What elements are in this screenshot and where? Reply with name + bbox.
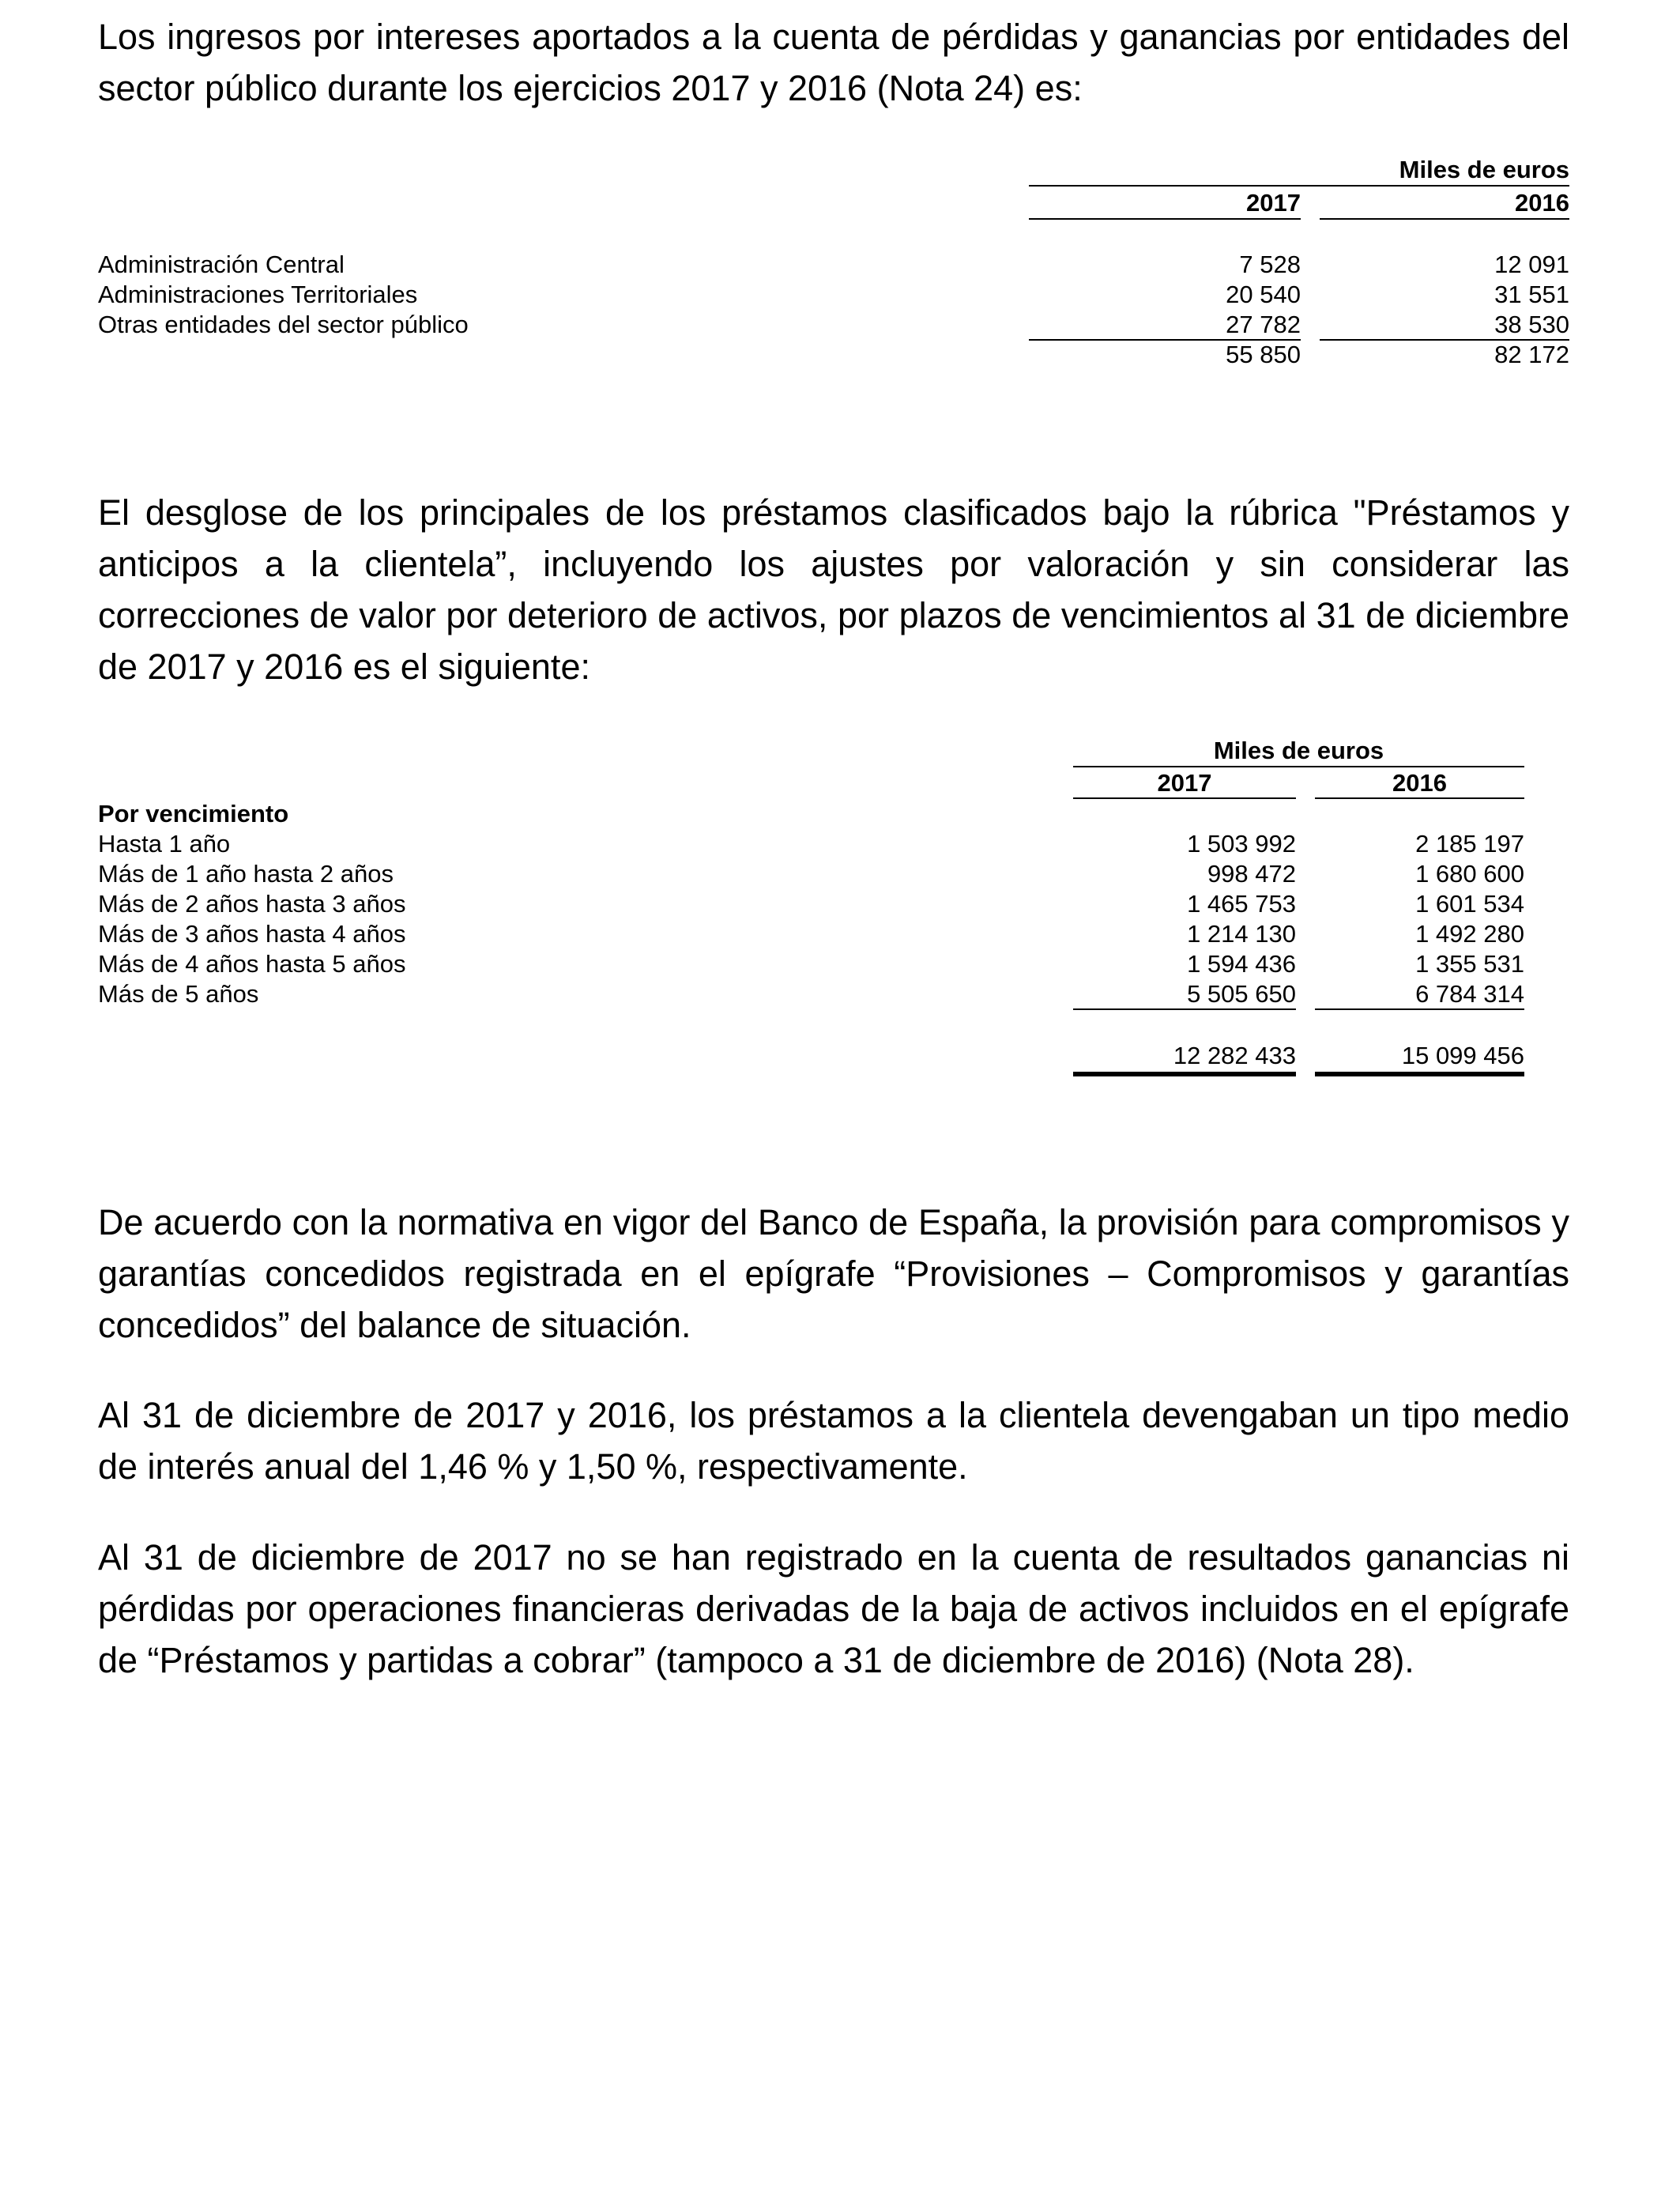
provisions-paragraph: De acuerdo con la normativa en vigor del Banco de España, la provisión para compromisos y garantías concedidos registrada en el epígrafe “Provisiones – Compromisos y garantías concedidos” del balance de situación. [98,1202,1569,1345]
row-value-2017: 27 782 [1226,311,1301,338]
row-value-2017: 5 505 650 [1187,980,1296,1008]
row-label: Más de 1 año hasta 2 años [98,860,394,888]
row-value-2017: 998 472 [1207,860,1296,888]
row-value-2017: 7 528 [1239,251,1301,278]
row-value-2016: 6 784 314 [1415,980,1524,1008]
row-label: Administraciones Territoriales [98,281,418,308]
table2-year-rule-2016 [1315,797,1524,799]
loans-breakdown-paragraph: El desglose de los principales de los préstamos clasificados bajo la rúbrica "Préstamos y anticipos a la clientela”, incluyendo los ajustes por valoración y sin considerar las correcciones de valor por deterioro de activos, por plazos de vencimientos al 31 de diciembre de 2017 y 2016 es el siguiente: [98,492,1569,687]
table2-total-double-rule-2017 [1073,1072,1296,1076]
total-value-2017: 55 850 [1226,341,1301,368]
row-value-2016: 1 601 534 [1415,890,1524,918]
row-label: Otras entidades del sector público [98,311,469,338]
row-label: Administración Central [98,251,345,278]
table2-year-rule-2017 [1073,797,1296,799]
table1-unit-header: Miles de euros [1399,156,1569,183]
table1-header-rule [1029,185,1569,187]
row-value-2016: 1 680 600 [1415,860,1524,888]
row-value-2016: 12 091 [1494,251,1569,278]
table2-header-rule [1073,766,1524,767]
row-label: Más de 3 años hasta 4 años [98,920,406,948]
row-value-2016: 1 492 280 [1415,920,1524,948]
row-label: Más de 5 años [98,980,259,1008]
total-value-2016: 82 172 [1494,341,1569,368]
row-value-2016: 31 551 [1494,281,1569,308]
table1-year-rule-2016 [1320,218,1569,220]
total-value-2016: 15 099 456 [1401,1042,1524,1069]
table2-unit-header: Miles de euros [1213,737,1384,764]
derecognition-paragraph: Al 31 de diciembre de 2017 no se han registrado en la cuenta de resultados ganancias ni pérdidas por operaciones financieras derivadas de la baja de activos incluidos en el epígrafe de “Préstamos y partidas a cobrar” (tampoco a 31 de diciembre de 2016) (Nota 28). [98,1537,1569,1680]
table2-subtotal-rule-2017 [1073,1008,1296,1010]
row-value-2016: 1 355 531 [1415,950,1524,978]
table1-year-rule-2017 [1029,218,1301,220]
table1-year-2016: 2016 [1515,189,1569,217]
row-value-2017: 1 503 992 [1187,830,1296,858]
table2-year-2017: 2017 [1157,769,1212,797]
row-value-2017: 1 594 436 [1187,950,1296,978]
row-value-2017: 1 214 130 [1187,920,1296,948]
row-value-2016: 2 185 197 [1415,830,1524,858]
table2-total-double-rule-2016 [1315,1072,1524,1076]
table2-section-heading: Por vencimiento [98,800,289,827]
intro-paragraph: Los ingresos por intereses aportados a la cuenta de pérdidas y ganancias por entidades del sector público durante los ejercicios 2017 y 2016 (Nota 24) es: [98,17,1569,108]
row-value-2016: 38 530 [1494,311,1569,338]
table2-year-2016: 2016 [1392,769,1447,797]
row-value-2017: 1 465 753 [1187,890,1296,918]
table2-subtotal-rule-2016 [1315,1008,1524,1010]
row-label: Hasta 1 año [98,830,231,858]
total-value-2017: 12 282 433 [1173,1042,1296,1069]
row-value-2017: 20 540 [1226,281,1301,308]
interest-rate-paragraph: Al 31 de diciembre de 2017 y 2016, los préstamos a la clientela devengaban un tipo medio de interés anual del 1,46 % y 1,50 %, respectivamente. [98,1395,1569,1487]
row-label: Más de 4 años hasta 5 años [98,950,406,978]
row-label: Más de 2 años hasta 3 años [98,890,406,918]
table1-year-2017: 2017 [1246,189,1301,217]
